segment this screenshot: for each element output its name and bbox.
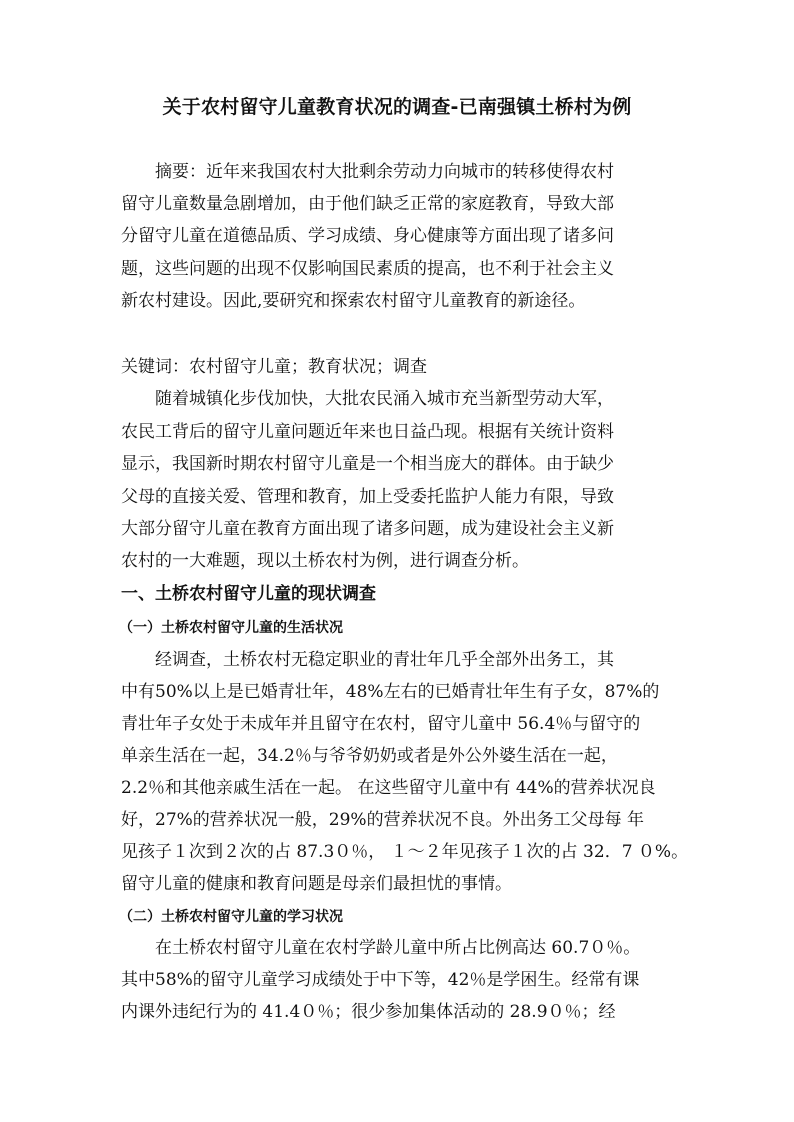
body-line: 留守儿童的健康和教育问题是母亲们最担忧的事情。	[121, 874, 512, 894]
subsection-heading: （二）土桥农村留守儿童的学习状况	[119, 909, 343, 925]
body-line: 在土桥农村留守儿童在农村学龄儿童中所占比例高达 60.7０％。	[155, 938, 641, 958]
body-line: 内课外违纪行为的 41.4０％；很少参加集体活动的 28.9０％；经	[121, 1002, 616, 1022]
intro-line: 农民工背后的留守儿童问题近年来也日益凸现。根据有关统计资料	[121, 422, 614, 442]
abstract-line: 摘要：近年来我国农村大批剩余劳动力向城市的转移使得农村	[155, 162, 614, 182]
intro-line: 显示，我国新时期农村留守儿童是一个相当庞大的群体。由于缺少	[121, 454, 614, 474]
body-line: 中有50%以上是已婚青壮年，48%左右的已婚青壮年生有子女，87%的	[121, 682, 660, 702]
section-heading: 一、土桥农村留守儿童的现状调查	[121, 584, 376, 604]
body-line: 见孩子１次到２次的占 87.3０％， １～２年见孩子１次的占 32．7 ０%。	[121, 842, 689, 862]
abstract-line: 分留守儿童在道德品质、学习成绩、身心健康等方面出现了诸多问	[121, 226, 614, 246]
intro-line: 农村的一大难题，现以土桥农村为例，进行调查分析。	[121, 551, 529, 571]
document-title: 关于农村留守儿童教育状况的调查-已南强镇土桥村为例	[162, 96, 632, 118]
body-line: 经调查，土桥农村无稳定职业的青壮年几乎全部外出务工，其	[155, 650, 614, 670]
body-line: 青壮年子女处于未成年并且留守在农村，留守儿童中 56.4％与留守的	[121, 714, 641, 734]
body-line: 单亲生活在一起，34.2％与爷爷奶奶或者是外公外婆生活在一起，	[121, 746, 618, 766]
subsection-heading: （一）土桥农村留守儿童的生活状况	[119, 620, 343, 636]
intro-line: 父母的直接关爱、管理和教育，加上受委托监护人能力有限，导致	[121, 487, 614, 507]
abstract-line: 题，这些问题的出现不仅影响国民素质的提高，也不利于社会主义	[121, 259, 614, 279]
body-line: 2.2％和其他亲戚生活在一起。 在这些留守儿童中有 44%的营养状况良	[121, 778, 656, 798]
keywords-line: 关键词：农村留守儿童；教育状况；调查	[121, 357, 427, 377]
body-line: 好，27%的营养状况一般，29%的营养状况不良。外出务工父母每 年	[121, 810, 644, 830]
body-line: 其中58%的留守儿童学习成绩处于中下等，42％是学困生。经常有课	[121, 970, 640, 990]
abstract-line: 新农村建设。因此,要研究和探索农村留守儿童教育的新途径。	[121, 291, 586, 311]
abstract-line: 留守儿童数量急剧增加，由于他们缺乏正常的家庭教育，导致大部	[121, 194, 614, 214]
intro-line: 大部分留守儿童在教育方面出现了诸多问题，成为建设社会主义新	[121, 519, 614, 539]
intro-line: 随着城镇化步伐加快，大批农民涌入城市充当新型劳动大军，	[155, 389, 614, 409]
